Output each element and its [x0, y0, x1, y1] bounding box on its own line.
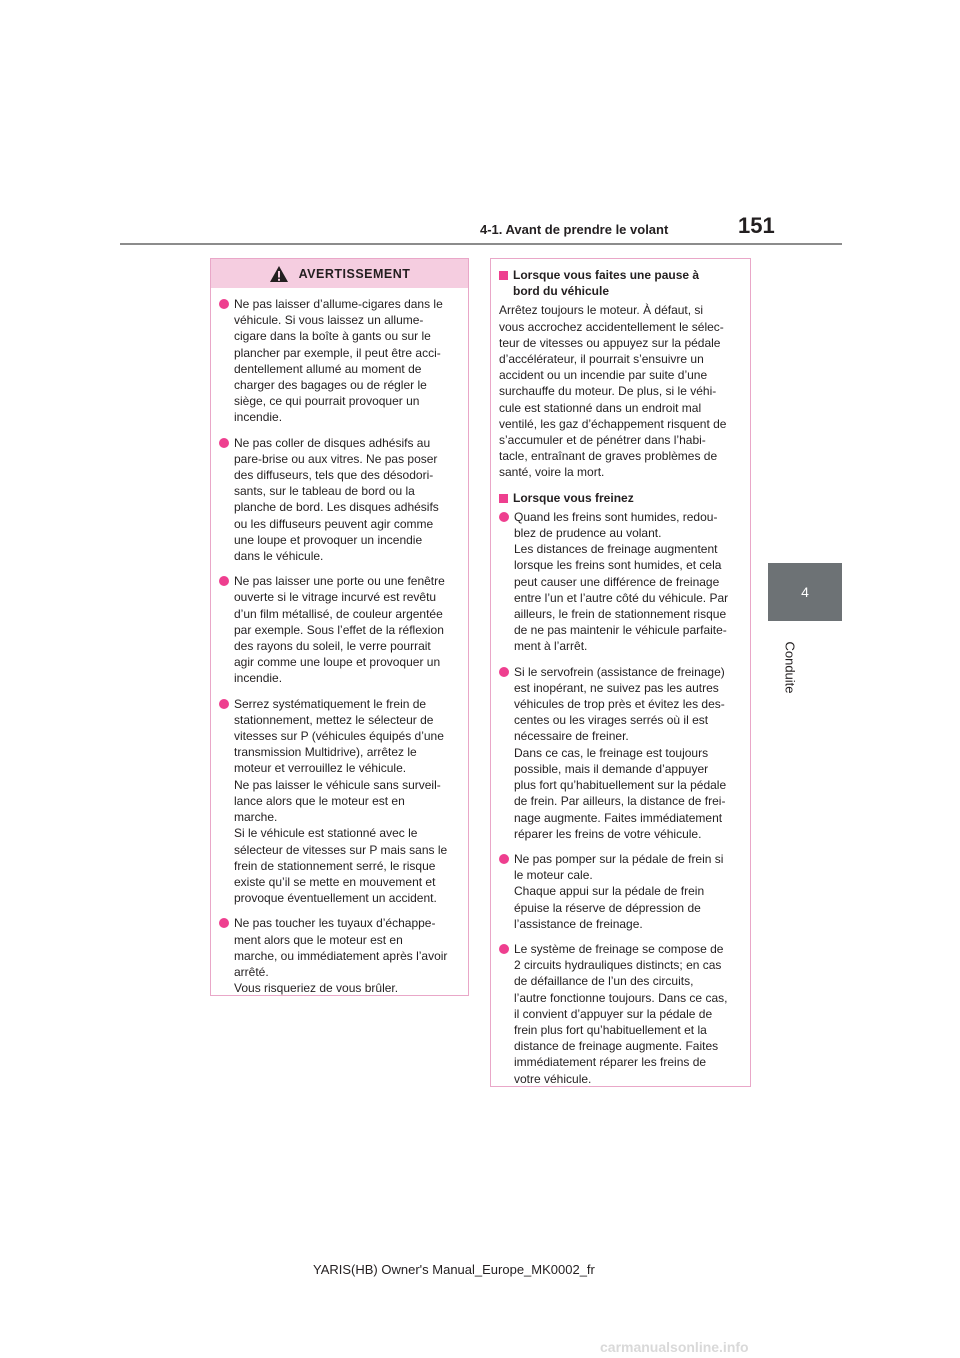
warning-item-text: Ne pas laisser d’allume-cigares dans le véhicule. Si vous laissez un allume- cigare dans la boîte à gants ou sur le plancher par exemple, il peut être acci- dentellement allumé au moment de charger des bagages ou de régler le siège, ce qui pourrait provoquer un incendie. — [234, 297, 443, 425]
bullet-icon — [499, 854, 509, 864]
info-item-text: Ne pas pomper sur la pédale de frein si le moteur cale. Chaque appui sur la pédale de frein épuise la réserve de dépression de l’assistance de freinage. — [514, 851, 724, 931]
section-heading-text: Lorsque vous freinez — [513, 490, 634, 505]
warning-item-text: Serrez systématiquement le frein de stationnement, mettez le sélecteur de vitesses sur P (véhicules équipés d’une transmission Multidrive), arrêtez le moteur et verrouillez le véhicule. Ne pas laisser le véhicule sans surveil- lance alors que le moteur est en marche. Si le véhicule est stationné avec le sélecteur de vitesses sur P mais sans le frein de stationnement serré, le risque existe qu’il se mette en mouvement et provoque éventuellement un accident. — [234, 696, 448, 906]
info-item — [499, 664, 742, 842]
warning-item — [219, 435, 460, 565]
chapter-number: 4 — [801, 584, 809, 600]
paragraph-text: Arrêtez toujours le moteur. À défaut, si vous accrochez accidentellement le sélec- teur de vitesses ou appuyez sur la pédale d’accélérateur, il pourrait s’ensuivre un accident ou un incendie par suite d’une surchauffe du moteur. De plus, si le véhi- cule est stationné dans un endroit mal ventilé, les gaz d’échappement risquent de s’accumuler et de pénétrer dans l’habi- tacle, entraînant de graves problèmes de santé, voire la mort. — [499, 303, 727, 480]
warning-triangle-icon — [269, 265, 289, 283]
section-title: 4-1. Avant de prendre le volant — [480, 222, 669, 237]
warning-header — [211, 259, 468, 288]
warning-item — [219, 573, 460, 686]
section-heading-text: Lorsque vous faites une pause à bord du véhicule — [513, 268, 700, 299]
bullet-icon — [499, 512, 509, 522]
warning-item — [219, 696, 460, 907]
bullet-icon — [219, 699, 229, 709]
bullet-icon — [219, 576, 229, 586]
chapter-label — [770, 632, 810, 702]
header-divider — [120, 243, 842, 245]
watermark-text: carmanualsonline.info — [600, 1339, 749, 1355]
square-bullet-icon — [499, 494, 508, 503]
chapter-title: Conduite — [782, 640, 798, 694]
warning-title: AVERTISSEMENT — [298, 266, 411, 281]
info-item-text: Le système de freinage se compose de 2 circuits hydrauliques distincts; en cas de défaillance de l’un des circuits, l’autre fonctionne toujours. Dans ce cas, il convient d’appuyer sur la pédale de frein plus fort qu’habituellement et la distance de freinage augmente. Faites immédiatement réparer les freins de votre véhicule. — [514, 941, 728, 1086]
bullet-icon — [499, 667, 509, 677]
warning-content — [211, 288, 468, 996]
bullet-icon — [499, 944, 509, 954]
info-item — [499, 509, 742, 655]
warning-item — [219, 915, 460, 996]
info-item — [499, 941, 742, 1087]
bullet-icon — [219, 918, 229, 928]
chapter-tab[interactable] — [768, 563, 842, 621]
warning-box — [210, 258, 469, 996]
info-item-text: Si le servofrein (assistance de freinage) est inopérant, ne suivez pas les autres véhicules de trop près et évitez les des- centes ou les virages serrés où il est nécessaire de freiner. Dans ce cas, le freinage est toujours possible, mais il demande d’appuyer plus fort qu’habituellement sur la pédale de frein. Par ailleurs, la distance de frei- nage augmente. Faites immédiatement réparer les freins de votre véhicule. — [514, 664, 727, 841]
info-item — [499, 851, 742, 932]
info-item-text: Quand les freins sont humides, redou- blez de prudence au volant. Les distances de freinage augmentent lorsque les freins sont humides, et cela peut causer une différence de freinage entre l’un et l’autre côté du véhicule. Par ailleurs, le frein de stationnement risque de ne pas maintenir le véhicule parfaite- ment à l’arrêt. — [514, 509, 729, 654]
warning-item-text: Ne pas coller de disques adhésifs au pare-brise ou aux vitres. Ne pas poser des diffuseurs, tels que des désodori- sants, sur le tableau de bord ou la planche de bord. Les disques adhésifs ou les diffuseurs peuvent agir comme une loupe et provoquer un incendie dans le véhicule. — [234, 435, 439, 564]
footer-text: YARIS(HB) Owner's Manual_Europe_MK0002_fr — [313, 1262, 595, 1277]
warning-item-text: Ne pas toucher les tuyaux d’échappe- ment alors que le moteur est en marche, ou immédiatement après l’avoir arrêté. Vous risqueriez de vous brûler. — [234, 916, 448, 996]
square-bullet-icon — [499, 271, 508, 280]
info-content — [491, 259, 750, 1087]
warning-item-text: Ne pas laisser une porte ou une fenêtre ouverte si le vitrage incurvé est revêtu d’un film métallisé, de couleur argentée par exemple. Sous l’effet de la réflexion des rayons du soleil, le verre pourrait agir comme une loupe et provoquer un incendie. — [234, 574, 445, 686]
info-box — [490, 258, 751, 1087]
section-heading-pause — [499, 267, 742, 299]
bullet-icon — [219, 438, 229, 448]
paragraph — [499, 302, 742, 480]
bullet-icon — [219, 299, 229, 309]
section-heading-braking — [499, 490, 742, 506]
warning-item — [219, 296, 460, 426]
page-number: 151 — [738, 213, 775, 238]
